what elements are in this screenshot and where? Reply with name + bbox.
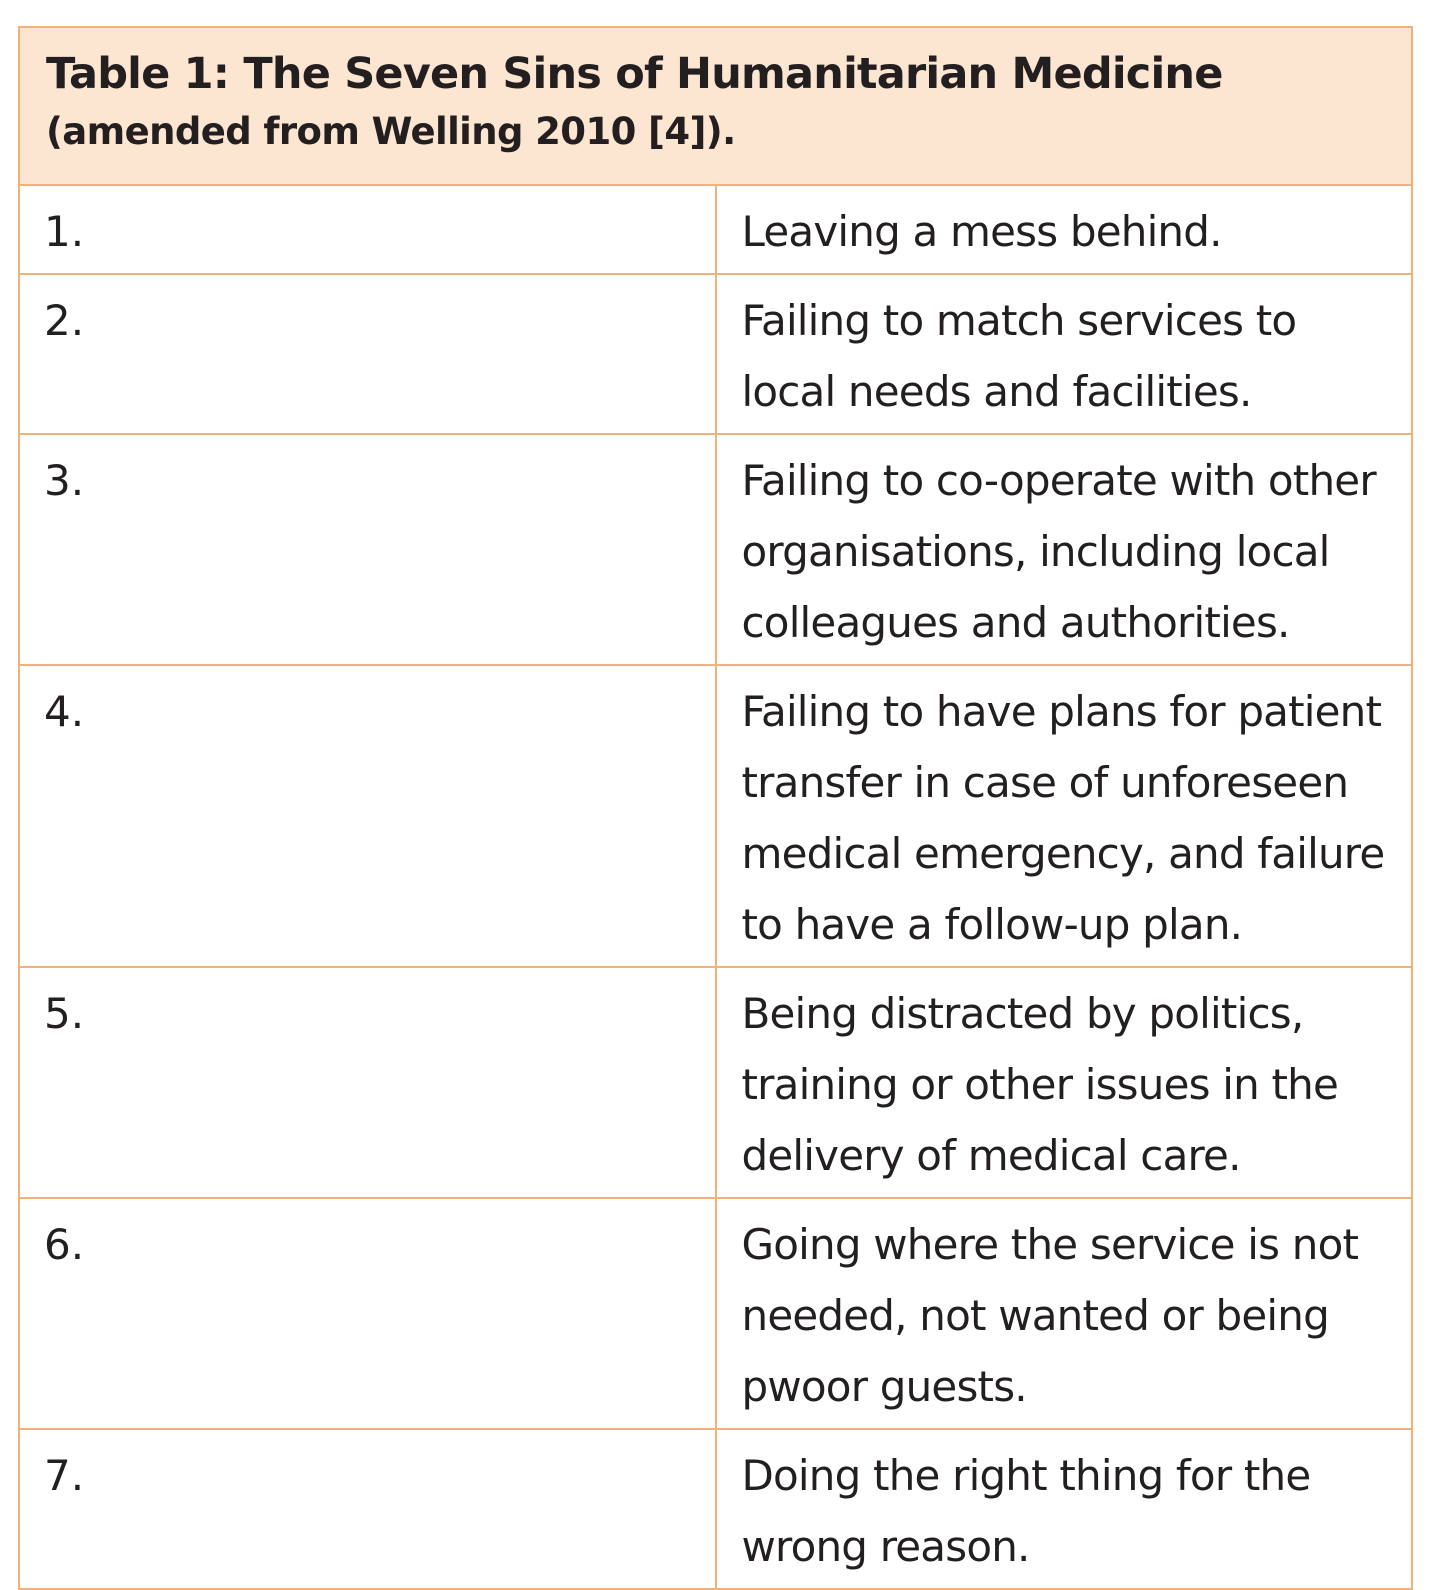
row-number: 7. <box>19 1429 716 1589</box>
row-text: Failing to co-operate with other organisations, including local colleagues and authorities. <box>716 434 1413 665</box>
row-number: 2. <box>19 274 716 434</box>
table-row <box>19 185 1412 274</box>
table-row <box>19 1429 1412 1589</box>
table-row <box>19 274 1412 434</box>
row-number: 5. <box>19 967 716 1198</box>
row-text: Leaving a mess behind. <box>716 185 1413 274</box>
row-number: 1. <box>19 185 716 274</box>
seven-sins-table <box>18 26 1413 1590</box>
row-text: Going where the service is not needed, not wanted or being pwoor guests. <box>716 1198 1413 1429</box>
row-number: 4. <box>19 665 716 967</box>
table-row <box>19 434 1412 665</box>
table-row <box>19 967 1412 1198</box>
row-text: Failing to have plans for patient transfer in case of unforeseen medical emergency, and failure to have a follow-up plan. <box>716 665 1413 967</box>
table-row <box>19 1198 1412 1429</box>
row-text: Doing the right thing for the wrong reason. <box>716 1429 1413 1589</box>
row-text: Failing to match services to local needs and facilities. <box>716 274 1413 434</box>
table-caption-row <box>19 27 1412 185</box>
table-caption <box>19 27 1412 185</box>
row-number: 6. <box>19 1198 716 1429</box>
row-number: 3. <box>19 434 716 665</box>
row-text: Being distracted by politics, training or other issues in the delivery of medical care. <box>716 967 1413 1198</box>
table-title: Table 1: The Seven Sins of Humanitarian Medicine <box>46 49 1223 99</box>
table-row <box>19 665 1412 967</box>
table-subtitle: (amended from Welling 2010 [4]). <box>46 110 736 153</box>
